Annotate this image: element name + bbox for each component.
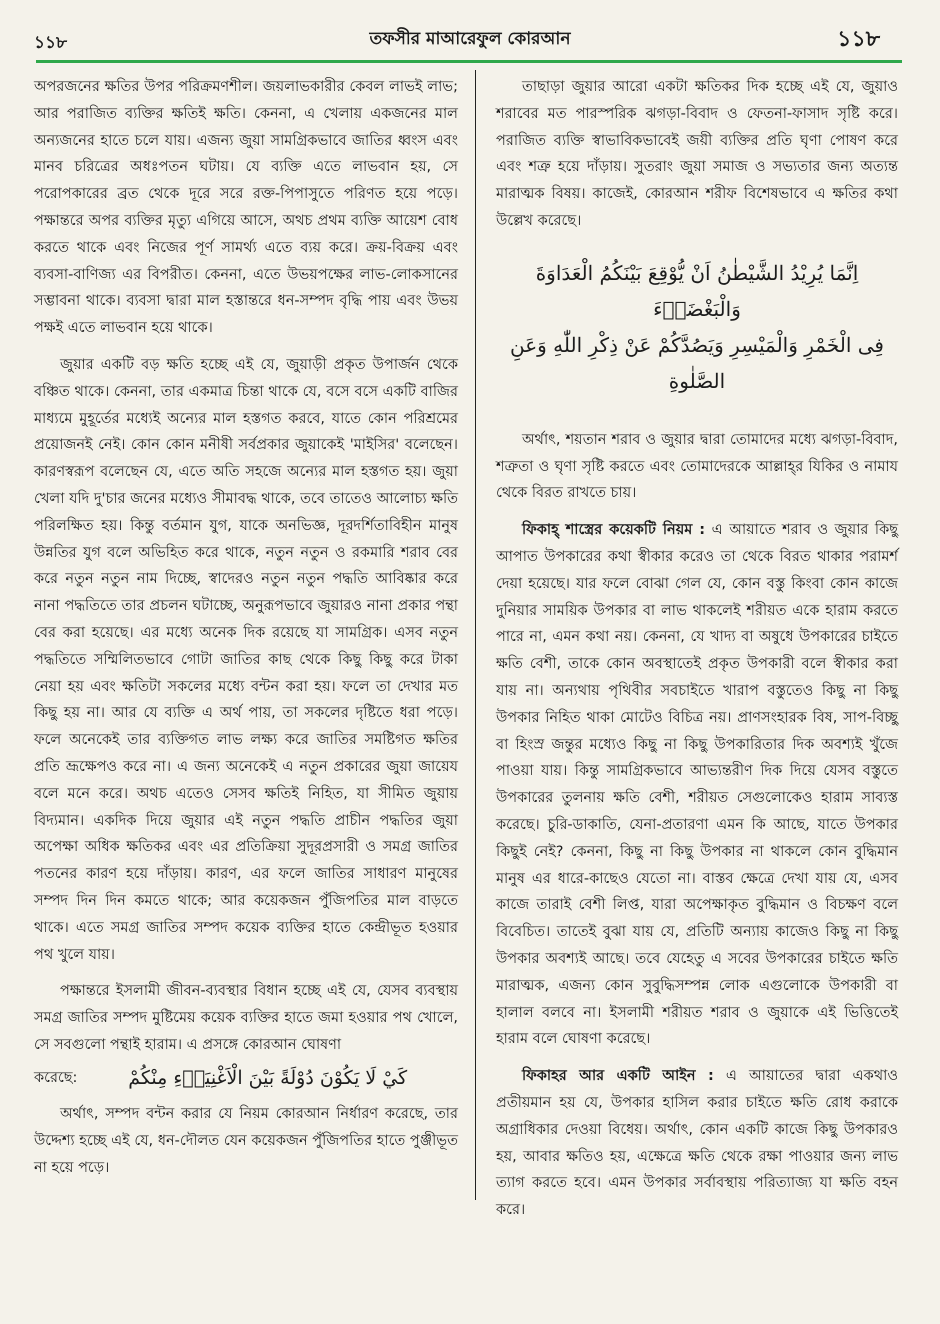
quran-verse-block [496, 255, 898, 399]
paragraph: অর্থাৎ, শয়তান শরাব ও জুয়ার দ্বারা তোমাদের মধ্যে ঝগড়া-বিবাদ, শত্রুতা ও ঘৃণা সৃষ্টি করতে এবং তোমাদেরকে আল্লাহ্‌র যিকির ও নামায থেকে বিরত রাখতে চায়। [496, 431, 898, 502]
page-header [0, 0, 940, 62]
paragraph: অপরজনের ক্ষতির উপর পরিক্রমণশীল। জয়লাভকারীর কেবল লাভই লাভ; আর পরাজিত ব্যক্তির ক্ষতিই ক্ষতি। কেননা, এ খেলায় একজনের মাল অন্যজনের হাতে চলে যায়। এজন্য জুয়া সামগ্রিকভাবে জাতির ধ্বংস এবং মানব চরিত্রের অধঃপতন ঘটায়। যে ব্যক্তি এতে লাভবান হয়, সে পরোপকারের ব্রত থেকে দূরে সরে রক্ত-পিপাসুতে পরিণত হয়ে পড়ে। পক্ষান্তরে অপর ব্যক্তির মৃত্যু এগিয়ে আসে, অথচ প্রথম ব্যক্তি আয়েশ বোধ করতে থাকে এবং নিজের পূর্ণ সামর্থ্য এতে ব্যয় করে। ক্রয়-বিক্রয় এবং ব্যবসা-বাণিজ্য এর বিপরীত। কেননা, এতে উভয়পক্ষের লাভ-লোকসানের সম্ভাবনা থাকে। ব্যবসা দ্বারা মাল হস্তান্তরে ধন-সম্পদ বৃদ্ধি পায় এবং উভয় পক্ষই এতে লাভবান হয়ে থাকে। [34, 79, 458, 337]
paragraph [496, 517, 898, 1053]
paragraph-tail: করেছে: [34, 1069, 78, 1086]
paragraph-body: এ আয়াতে শরাব ও জুয়ার কিছু আপাত উপকারের কথা স্বীকার করেও তা থেকে বিরত থাকার পরামর্শ দেয়া হয়েছে। যার ফলে বোঝা গেল যে, কোন বস্তু কিংবা কোন কাজে দুনিয়ার সাময়িক উপকার বা লাভ থাকলেই শরীয়ত একে হারাম করতে পারে না, এমন কথা নয়। কেননা, যে খাদ্য বা অষুধে উপকারের চাইতে ক্ষতি বেশী, তাকে কোন অবস্থাতেই প্রকৃত উপকারী বলে স্বীকার করা যায় না। অন্যথায় পৃথিবীর সবচাইতে খারাপ বস্তুতেও কিছু না কিছু উপকার নিহিত থাকা মোটেও বিচিত্র নয়। প্রাণসংহারক বিষ, সাপ-বিচ্ছু বা হিংস্র জন্তুর মধ্যেও কিছু না কিছু উপকারিতার দিক অবশ্যই খুঁজে পাওয়া যায়। কিন্তু সামগ্রিকভাবে আভ্যন্তরীণ দিক দিয়ে যেসব বস্তুতে উপকারের তুলনায় ক্ষতি বেশী, শরীয়ত সেগুলোকেও হারাম সাব্যস্ত করেছে। চুরি-ডাকাতি, যেনা-প্রতারণা এমন কি আছে, যাতে উপকার কিছুই নেই? কেননা, কিছু না কিছু উপকার না থাকলে কোন বুদ্ধিমান মানুষ এর ধারে-কাছেও যেতো না। বাস্তব ক্ষেত্রে দেখা যায় যে, এসব কাজে তারাই বেশী লিপ্ত, যারা অপেক্ষাকৃত বুদ্ধিমান ও বিচক্ষণ বলে বিবেচিত। তাতেই বুঝা যায় যে, প্রতিটি অন্যায় কাজেও কিছু না কিছু উপকার অবশ্যই আছে। তবে যেহেতু এ সবের উপকারের চাইতে ক্ষতি মারাত্মক, এজন্য কোন সুবুদ্ধিসম্পন্ন লোক এগুলোকে উপকারী বা হালাল বলবে না। ইসলামী শরীয়ত শরাব ও জুয়াকে এই ভিত্তিতেই হারাম বলে ঘোষণা করেছে। [496, 522, 898, 1048]
paragraph: পক্ষান্তরে ইসলামী জীবন-ব্যবস্থার বিধান হচ্ছে এই যে, যেসব ব্যবস্থায় সমগ্র জাতির সম্পদ মুষ্টিমেয় কয়েক ব্যক্তির হাতে জমা হওয়ার পথ খোলে, সে সবগুলো পন্থাই হারাম। এ প্রসঙ্গে কোরআন ঘোষণা [34, 983, 458, 1053]
running-title: তফসীর মাআরেফুল কোরআন [369, 29, 571, 49]
section-lead: ফিকাহ্‌ শাস্ত্রের কয়েকটি নিয়ম : [522, 522, 706, 539]
quran-inline-row [34, 1065, 458, 1092]
right-column [496, 74, 898, 1234]
paragraph: জুয়ার একটি বড় ক্ষতি হচ্ছে এই যে, জুয়াড়ী প্রকৃত উপার্জন থেকে বঞ্চিত থাকে। কেননা, তার একমাত্র চিন্তা থাকে যে, বসে বসে একটি বাজির মাধ্যমে মুহূর্তের মধ্যেই অন্যের মাল হস্তগত করবে, যাতে কোন পরিশ্রমের প্রয়োজনই নেই। কোন কোন মনীষী সর্বপ্রকার জুয়াকেই 'মাইসির' বলেছেন। কারণস্বরূপ বলেছেন যে, এতে অতি সহজে অন্যের মাল হস্তগত হয়। জুয়া খেলা যদি দু'চার জনের মধ্যেও সীমাবদ্ধ থাকে, তবে তাতেও আলোচ্য ক্ষতি পরিলক্ষিত হয়। কিন্তু বর্তমান যুগ, যাকে অনভিজ্ঞ, দূরদর্শিতাবিহীন মানুষ উন্নতির যুগ বলে অভিহিত করে থাকে, নতুন নতুন ও রকমারি শরাব বের করে নতুন নতুন নাম দিচ্ছে, স্বাদেরও নতুন নতুন পদ্ধতি আবিষ্কার করে নানা পদ্ধতিতে তার প্রচলন ঘটাচ্ছে, অনুরূপভাবে জুয়ারও নানা প্রকার পন্থা বের করা হয়েছে। এর মধ্যে অনেক দিক রয়েছে যা সামগ্রিক। এসব নতুন পদ্ধতিতে সম্মিলিতভাবে গোটা জাতির কাছ থেকে কিছু কিছু করে টাকা নেয়া হয় এবং ক্ষতিটা সকলের মধ্যে বন্টন করা হয়। ফলে তা দেখার মত কিছু হয় না। আর যে ব্যক্তি এ অর্থ পায়, তা সকলের দৃষ্টিতে ধরা পড়ে। ফলে অনেকেই তার ব্যক্তিগত লাভ লক্ষ্য করে জাতির সমষ্টিগত ক্ষতির প্রতি ভ্রূক্ষেপও করে না। এ জন্য অনেকেই এ নতুন প্রকারের জুয়া জায়েয বলে মনে করে। অথচ এতেও সেসব ক্ষতিই নিহিত, যা সীমিত জুয়ায় বিদ্যমান। একদিক দিয়ে জুয়ার এই নতুন পদ্ধতি প্রাচীন পদ্ধতির জুয়া অপেক্ষা অধিক ক্ষতিকর এবং এর প্রতিক্রিয়া সুদূরপ্রসারী ও সমগ্র জাতির পতনের কারণ হয়ে দাঁড়ায়। কারণ, এর ফলে জাতির সাধারণ মানুষের সম্পদ দিন দিন কমতে থাকে; আর কয়েকজন পুঁজিপতির মাল বাড়তে থাকে। এতে সমগ্র জাতির সম্পদ কয়েক ব্যক্তির হাতে কেন্দ্রীভূত হওয়ার পথ খুলে যায়। [34, 356, 458, 963]
header-rule [36, 60, 902, 63]
left-column [34, 74, 458, 1192]
paragraph [496, 1063, 898, 1224]
page-number-left: ১১৮ [34, 33, 68, 53]
paragraph: তাছাড়া জুয়ার আরো একটা ক্ষতিকর দিক হচ্ছে এই যে, জুয়াও শরাবের মত পারস্পরিক ঝগড়া-বিবাদ ও ফেতনা-ফাসাদ সৃষ্টি করে। পরাজিত ব্যক্তি স্বাভাবিকভাবেই জয়ী ব্যক্তির প্রতি ঘৃণা পোষণ করে এবং শত্রু হয়ে দাঁড়ায়। সুতরাং জুয়া সমাজ ও সভ্যতার জন্য অত্যন্ত মারাত্মক বিষয়। কাজেই, কোরআন শরীফ বিশেষভাবে এ ক্ষতির কথা উল্লেখ করেছে। [496, 79, 898, 229]
section-lead: ফিকাহর আর একটি আইন : [522, 1068, 714, 1085]
paragraph-body: এ আয়াতের দ্বারা একথাও প্রতীয়মান হয় যে, উপকার হাসিল করার চাইতে ক্ষতি রোধ করাকে অগ্রাধিকার দেওয়া বিধেয়। অর্থাৎ, কোন একটি কাজে কিছু উপকারও হয়, আবার ক্ষতিও হয়, এক্ষেত্রে ক্ষতি থেকে রক্ষা পাওয়ার জন্য লাভ ত্যাগ করতে হবে। এমন উপকার সর্বাবস্থায় পরিত্যাজ্য যা ক্ষতি বহন করে। [496, 1068, 898, 1219]
quran-verse-line: فِى الْخَمْرِ وَالْمَيْسِرِ وَيَصُدَّكُمْ عَنْ ذِكْرِ اللّٰهِ وَعَنِ الصَّلٰوةِ [509, 332, 884, 393]
column-divider [475, 70, 476, 1200]
quran-verse-line: اِنَّمَا يُرِيْدُ الشَّيْطٰنُ اَنْ يُّوْقِعَ بَيْنَكُمُ الْعَدَاوَةَ وَالْبَغْضَاۤءَ [535, 260, 859, 321]
page-number-right: ১১৮ [837, 27, 880, 52]
paragraph: অর্থাৎ, সম্পদ বন্টন করার যে নিয়ম কোরআন নির্ধারণ করেছে, তার উদ্দেশ্য হচ্ছে এই যে, ধন-দৌলত যেন কয়েকজন পুঁজিপতির হাতে পুঞ্জীভূত না হয়ে পড়ে। [34, 1106, 458, 1177]
quran-verse-inline: كَيْ لَا يَكُوْنَ دُوْلَةً بَيْنَ الْاَغْنِيَاۤءِ مِنْكُمْ [128, 1066, 408, 1089]
